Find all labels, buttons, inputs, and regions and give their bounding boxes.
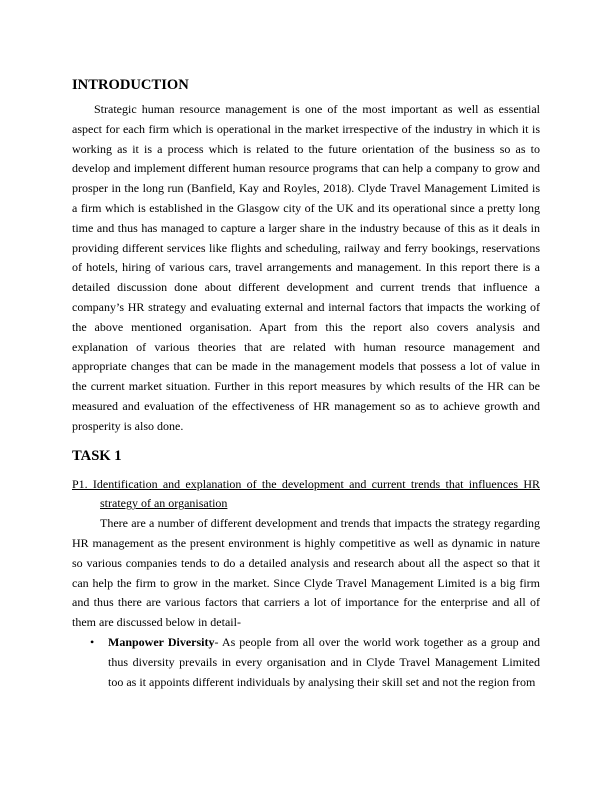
document-page xyxy=(72,76,540,692)
introduction-paragraph: Strategic human resource management is one of the most important as well as essential aspect for each firm which is operational in the market irrespective of the industry in which it is working as it is a process which is related to the future orientation of the business so as to develop and implement different human resource programs that can help a company to grow and prosper in the long run (Banfield, Kay and Royles, 2018). Clyde Travel Management Limited is a firm which is established in the Glasgow city of the UK and its operational since a pretty long time and thus has managed to capture a larger share in the industry because of this as it deals in providing different services like flights and scheduling, railway and ferry bookings, reservations of hotels, hiring of various cars, travel arrangements and management. In this report there is a detailed discussion done about different development and current trends that influence a company’s HR strategy and evaluating external and internal factors that impacts the working of the above mentioned organisation. Apart from this the report also covers analysis and explanation of various theories that are related with human resource management and appropriate changes that can be made in the management models that possess a lot of value in the current market situation. Further in this report measures by which results of the HR can be measured and evaluation of the effectiveness of HR management so as to achieve growth and prosperity is also done. xyxy=(72,102,540,433)
bullet-title: Manpower Diversity xyxy=(108,634,215,649)
introduction-heading: INTRODUCTION xyxy=(72,77,189,93)
task1-subheading: P1. Identification and explanation of the development and current trends that influences HR strategy of an organisation xyxy=(72,476,540,511)
bullet-list xyxy=(72,633,540,692)
list-item xyxy=(72,633,540,692)
task1-paragraph: There are a number of different development and trends that impacts the strategy regarding HR management as the present environment is highly competitive as well as dynamic in nature so various companies tends to do a detailed analysis and research about all the aspect so that it can help the firm to grow in the market. Since Clyde Travel Management Limited is a big firm and thus there are various factors that carriers a lot of importance for the enterprise and all of them are discussed below in detail- xyxy=(72,516,540,630)
task1-heading: TASK 1 xyxy=(72,447,122,464)
bullet-text: - As people from all over the world work together as a group and thus diversity prevails in every organisation and in Clyde Travel Management Limited too as it appoints different individuals by analysing their skill set and not the region from xyxy=(108,634,540,689)
bullet-icon: • xyxy=(90,634,95,649)
